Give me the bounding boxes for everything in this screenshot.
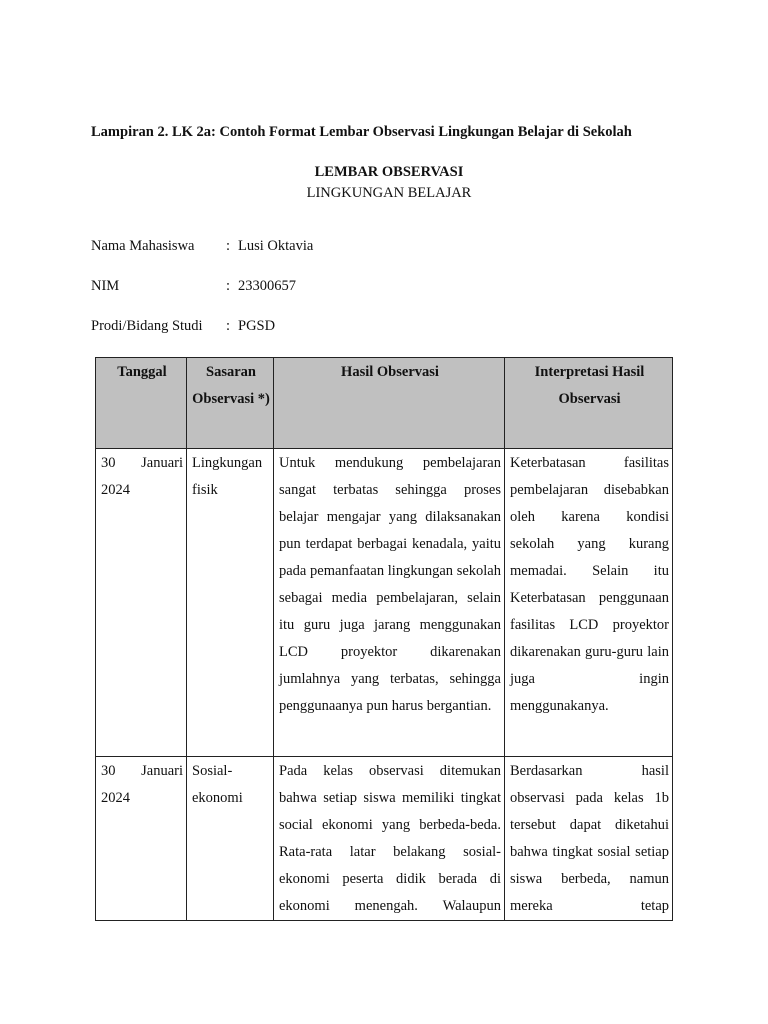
- field-label: Nama Mahasiswa: [91, 238, 195, 254]
- cell-interpretasi: Berdasarkan hasil observasi pada kelas 1b tersebut dapat diketahui bahwa tingkat sosial setiap siswa berbeda, namun mereka tetap: [505, 757, 673, 921]
- table-row: [96, 757, 673, 921]
- page-title: Lampiran 2. LK 2a: Contoh Format Lembar Observasi Lingkungan Belajar di Sekolah: [91, 124, 632, 140]
- field-label: NIM: [91, 278, 120, 294]
- table-row: [96, 449, 673, 757]
- header-hasil: Hasil Observasi: [274, 358, 505, 449]
- cell-hasil: Pada kelas observasi ditemukan bahwa setiap siswa memiliki tingkat social ekonomi yang berbeda-beda. Rata-rata latar belakang sosial-ekonomi peserta didik berada di ekonomi menengah. Walaupun: [274, 757, 505, 921]
- header-tanggal: Tanggal: [96, 358, 187, 449]
- document-subheading: LINGKUNGAN BELAJAR: [306, 185, 472, 201]
- cell-sasaran: Sosial-ekonomi: [187, 757, 274, 921]
- field-label: Prodi/Bidang Studi: [91, 318, 203, 334]
- field-value: Lusi Oktavia: [238, 238, 314, 254]
- field-colon: :: [226, 278, 231, 294]
- table-header-row: [96, 358, 673, 449]
- document-heading: LEMBAR OBSERVASI: [314, 164, 464, 180]
- field-value: PGSD: [238, 318, 276, 334]
- cell-hasil: Untuk mendukung pembelajaran sangat terbatas sehingga proses belajar mengajar yang dilaksanakan pun terdapat berbagai kenadala, yaitu pada pemanfaatan lingkungan sekolah sebagai media pembelajaran, selain itu guru juga jarang menggunakan LCD proyektor dikarenakan jumlahnya yang terbatas, sehingga penggunaanya pun harus bergantian.: [274, 449, 505, 757]
- cell-sasaran: Lingkungan fisik: [187, 449, 274, 757]
- cell-tanggal: 30 Januari 2024: [96, 449, 187, 757]
- field-colon: :: [226, 238, 231, 254]
- header-interpretasi: Interpretasi Hasil Observasi: [505, 358, 673, 449]
- cell-interpretasi: Keterbatasan fasilitas pembelajaran disebabkan oleh karena kondisi sekolah yang kurang memadai. Selain itu Keterbatasan penggunaan fasilitas LCD proyektor dikarenakan guru-guru lain juga ingin menggunakanya.: [505, 449, 673, 757]
- field-value: 23300657: [238, 278, 296, 294]
- header-sasaran: Sasaran Observasi *): [187, 358, 274, 449]
- observation-table: [95, 357, 673, 921]
- cell-tanggal: 30 Januari 2024: [96, 757, 187, 921]
- field-colon: :: [226, 318, 231, 334]
